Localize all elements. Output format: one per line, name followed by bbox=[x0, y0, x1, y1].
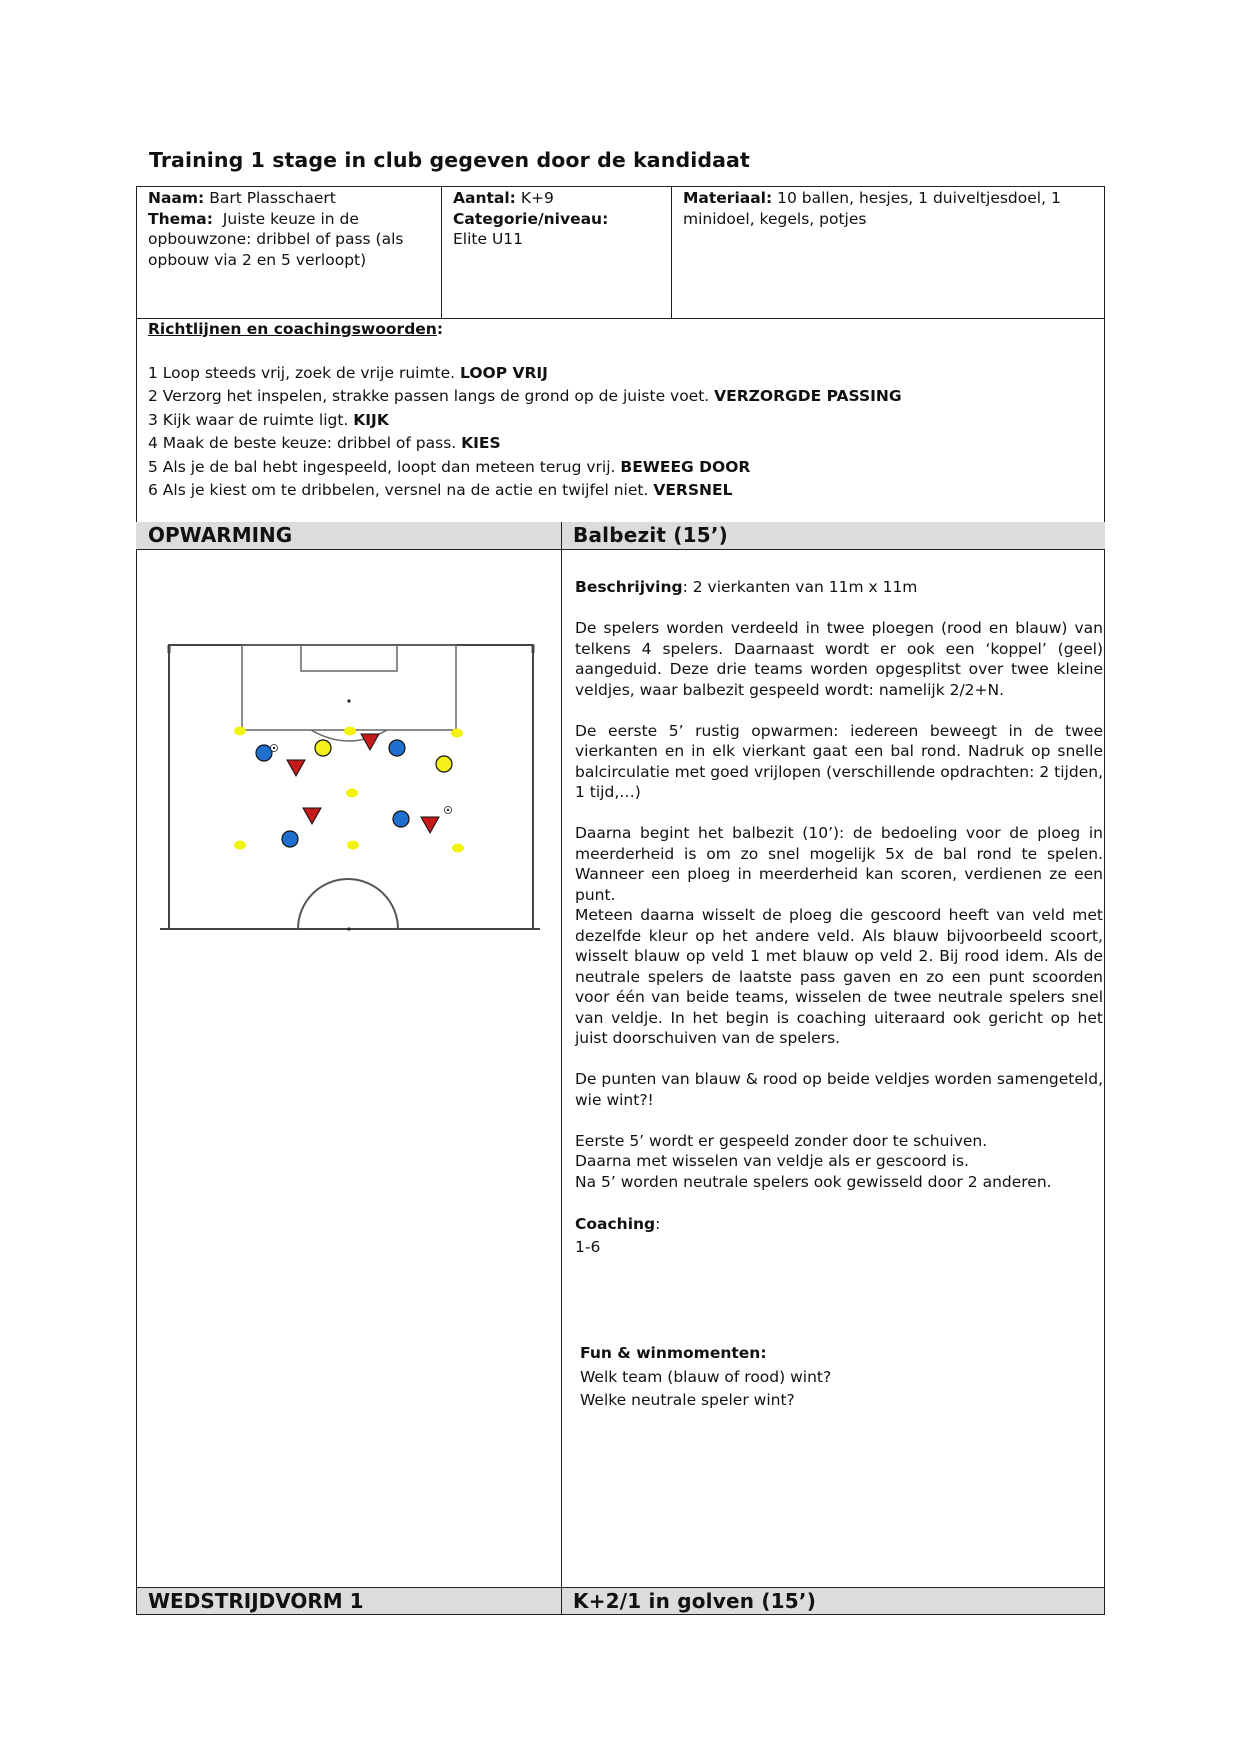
section1-left-header: OPWARMING bbox=[148, 523, 293, 547]
blue-player-icon bbox=[282, 831, 298, 847]
cone-marker bbox=[344, 727, 356, 736]
penalty-box bbox=[242, 645, 456, 730]
line: Na 5’ worden neutrale spelers ook gewisseld door 2 anderen. bbox=[575, 1172, 1052, 1191]
blue-player-icon bbox=[389, 740, 405, 756]
aantal-label: Aantal: bbox=[453, 189, 516, 207]
blue-player-icon bbox=[393, 811, 409, 827]
thema-value: Juiste keuze in de opbouwzone: dribbel of pass (als opbouw via 2 en 5 verloopt) bbox=[148, 209, 404, 269]
guideline-keyword: VERSNEL bbox=[653, 481, 733, 500]
cone-marker bbox=[234, 727, 246, 736]
guideline-item bbox=[148, 362, 1098, 385]
coaching-colon: : bbox=[655, 1214, 661, 1233]
fun-item: Welk team (blauw of rood) wint? bbox=[580, 1367, 832, 1386]
aantal-value: K+9 bbox=[520, 189, 554, 207]
red-player-icon bbox=[421, 817, 439, 833]
center-circle bbox=[298, 879, 398, 929]
guideline-text: 2 Verzorg het inspelen, strakke passen langs de grond op de juiste voet. bbox=[148, 387, 715, 406]
info-cell-naam bbox=[148, 188, 438, 270]
fun-label: Fun & winmomenten: bbox=[580, 1344, 767, 1362]
cone-marker bbox=[346, 789, 358, 798]
page-title: Training 1 stage in club gegeven door de kandidaat bbox=[149, 148, 750, 172]
naam-label: Naam: bbox=[148, 189, 205, 207]
cones bbox=[234, 727, 464, 853]
penalty-spot bbox=[347, 699, 350, 702]
line: Daarna met wisselen van veldje als er gescoord is. bbox=[575, 1152, 969, 1170]
guideline-text: 3 Kijk waar de ruimte ligt. bbox=[148, 410, 354, 429]
guideline-text: 5 Als je de bal hebt ingespeeld, loopt dan meteen terug vrij. bbox=[148, 457, 621, 476]
cone-marker bbox=[451, 729, 463, 738]
coaching bbox=[575, 1213, 1103, 1260]
yellow-players bbox=[315, 740, 452, 772]
section2-right-header: K+2/1 in golven (15’) bbox=[573, 1589, 817, 1613]
materiaal-value: 10 ballen, hesjes, 1 duiveltjesdoel, 1 minidoel, kegels, potjes bbox=[683, 189, 1061, 228]
coaching-label: Coaching bbox=[575, 1214, 656, 1233]
paragraph: De spelers worden verdeeld in twee ploegen (rood en blauw) van telkens 4 spelers. Daarnaast wordt er ook een ‘koppel’ (geel) aangeduid. Deze drie teams worden opgesplitst over twee kleine veldjes, waar balbezit gespeeld wordt: namelijk 2/2+N. bbox=[575, 619, 1103, 699]
red-players bbox=[287, 734, 439, 833]
paragraph: Daarna begint het balbezit (10’): de bedoeling voor de ploeg in meerderheid is om zo snel mogelijk 5x de bal rond te spelen. Wanneer een ploeg in meerderheid kan scoren, verdienen ze een punt. bbox=[575, 824, 1103, 904]
balls bbox=[271, 745, 452, 814]
cone-marker bbox=[234, 841, 246, 850]
guideline-item bbox=[148, 456, 1098, 479]
section2-left-header: WEDSTRIJDVORM 1 bbox=[148, 1589, 364, 1613]
beschrijving bbox=[575, 577, 1103, 598]
paragraph: Meteen daarna wisselt de ploeg die gescoord heeft van veld met dezelfde kleur op het andere veld. Als blauw bijvoorbeeld scoort, wisselt blauw op veld 1 met blauw op veld 2. Bij rood idem. Als de neutrale spelers de laatste pass gaven en zo een punt scoorden voor één van beide teams, wisselen de twee neutrale spelers snel van veldje. In het begin is coaching uiteraard ook gericht op het juist doorschuiven van de spelers. bbox=[575, 906, 1103, 1047]
cone-marker bbox=[452, 844, 464, 853]
info-cell-aantal bbox=[453, 188, 668, 250]
field-outline bbox=[169, 645, 533, 929]
paragraph: De punten van blauw & rood op beide veldjes worden samengeteld, wie wint?! bbox=[575, 1070, 1103, 1109]
section1-right-header: Balbezit (15’) bbox=[573, 523, 729, 547]
guideline-keyword: BEWEEG DOOR bbox=[620, 457, 751, 476]
yellow-player-icon bbox=[315, 740, 331, 756]
beschrijving-label: Beschrijving bbox=[575, 578, 683, 596]
thema-label: Thema: bbox=[148, 209, 213, 228]
categorie-value: Elite U11 bbox=[453, 230, 524, 248]
yellow-player-icon bbox=[436, 756, 452, 772]
goal-box bbox=[301, 645, 397, 671]
paragraph: De eerste 5’ rustig opwarmen: iedereen beweegt in de twee vierkanten en in elk vierkant gaat een bal rond. Nadruk op snelle balcirculatie met goed vrijlopen (verschillende opdrachten: 2 tijden, 1 tijd,…) bbox=[575, 721, 1103, 801]
guideline-text: 6 Als je kiest om te dribbelen, versnel na de actie en twijfel niet. bbox=[148, 481, 654, 500]
divider bbox=[671, 186, 672, 319]
guideline-item bbox=[148, 409, 1098, 432]
red-player-icon bbox=[361, 734, 379, 750]
guidelines-heading bbox=[148, 319, 1098, 340]
guideline-item bbox=[148, 385, 1098, 408]
guideline-keyword: KIJK bbox=[353, 410, 389, 429]
info-cell-materiaal bbox=[683, 188, 1098, 229]
blue-player-icon bbox=[256, 745, 272, 761]
guidelines-heading-colon: : bbox=[436, 320, 444, 338]
divider bbox=[561, 522, 562, 1600]
categorie-label: Categorie/niveau: bbox=[453, 209, 609, 228]
beschrijving-value: : 2 vierkanten van 11m x 11m bbox=[682, 578, 918, 596]
red-player-icon bbox=[303, 808, 321, 824]
ball-icon bbox=[273, 747, 275, 749]
divider bbox=[441, 186, 442, 319]
guideline-keyword: VERZORGDE PASSING bbox=[714, 387, 902, 406]
line: Eerste 5’ wordt er gespeeld zonder door te schuiven. bbox=[575, 1131, 988, 1150]
guidelines-list bbox=[148, 362, 1098, 502]
blue-players bbox=[256, 740, 409, 847]
fun-winmomenten bbox=[580, 1342, 1080, 1413]
guidelines-heading-text: Richtlijnen en coachingswoorden bbox=[148, 320, 437, 338]
coaching-value: 1-6 bbox=[575, 1238, 601, 1256]
section1-description bbox=[575, 577, 1103, 1260]
guideline-keyword: LOOP VRIJ bbox=[460, 364, 548, 382]
guideline-keyword: KIES bbox=[461, 434, 501, 453]
guideline-item bbox=[148, 432, 1098, 455]
center-spot bbox=[347, 927, 350, 930]
paragraph-lines bbox=[575, 1131, 1103, 1193]
cone-marker bbox=[347, 841, 359, 850]
materiaal-label: Materiaal: bbox=[683, 189, 773, 207]
guideline-text: 1 Loop steeds vrij, zoek de vrije ruimte. bbox=[148, 364, 461, 382]
field-diagram bbox=[160, 640, 545, 935]
ball-icon bbox=[447, 809, 449, 811]
fun-item: Welke neutrale speler wint? bbox=[580, 1391, 795, 1409]
naam-value: Bart Plasschaert bbox=[209, 189, 336, 207]
red-player-icon bbox=[287, 760, 305, 776]
guideline-item bbox=[148, 479, 1098, 502]
guideline-text: 4 Maak de beste keuze: dribbel of pass. bbox=[148, 434, 462, 453]
